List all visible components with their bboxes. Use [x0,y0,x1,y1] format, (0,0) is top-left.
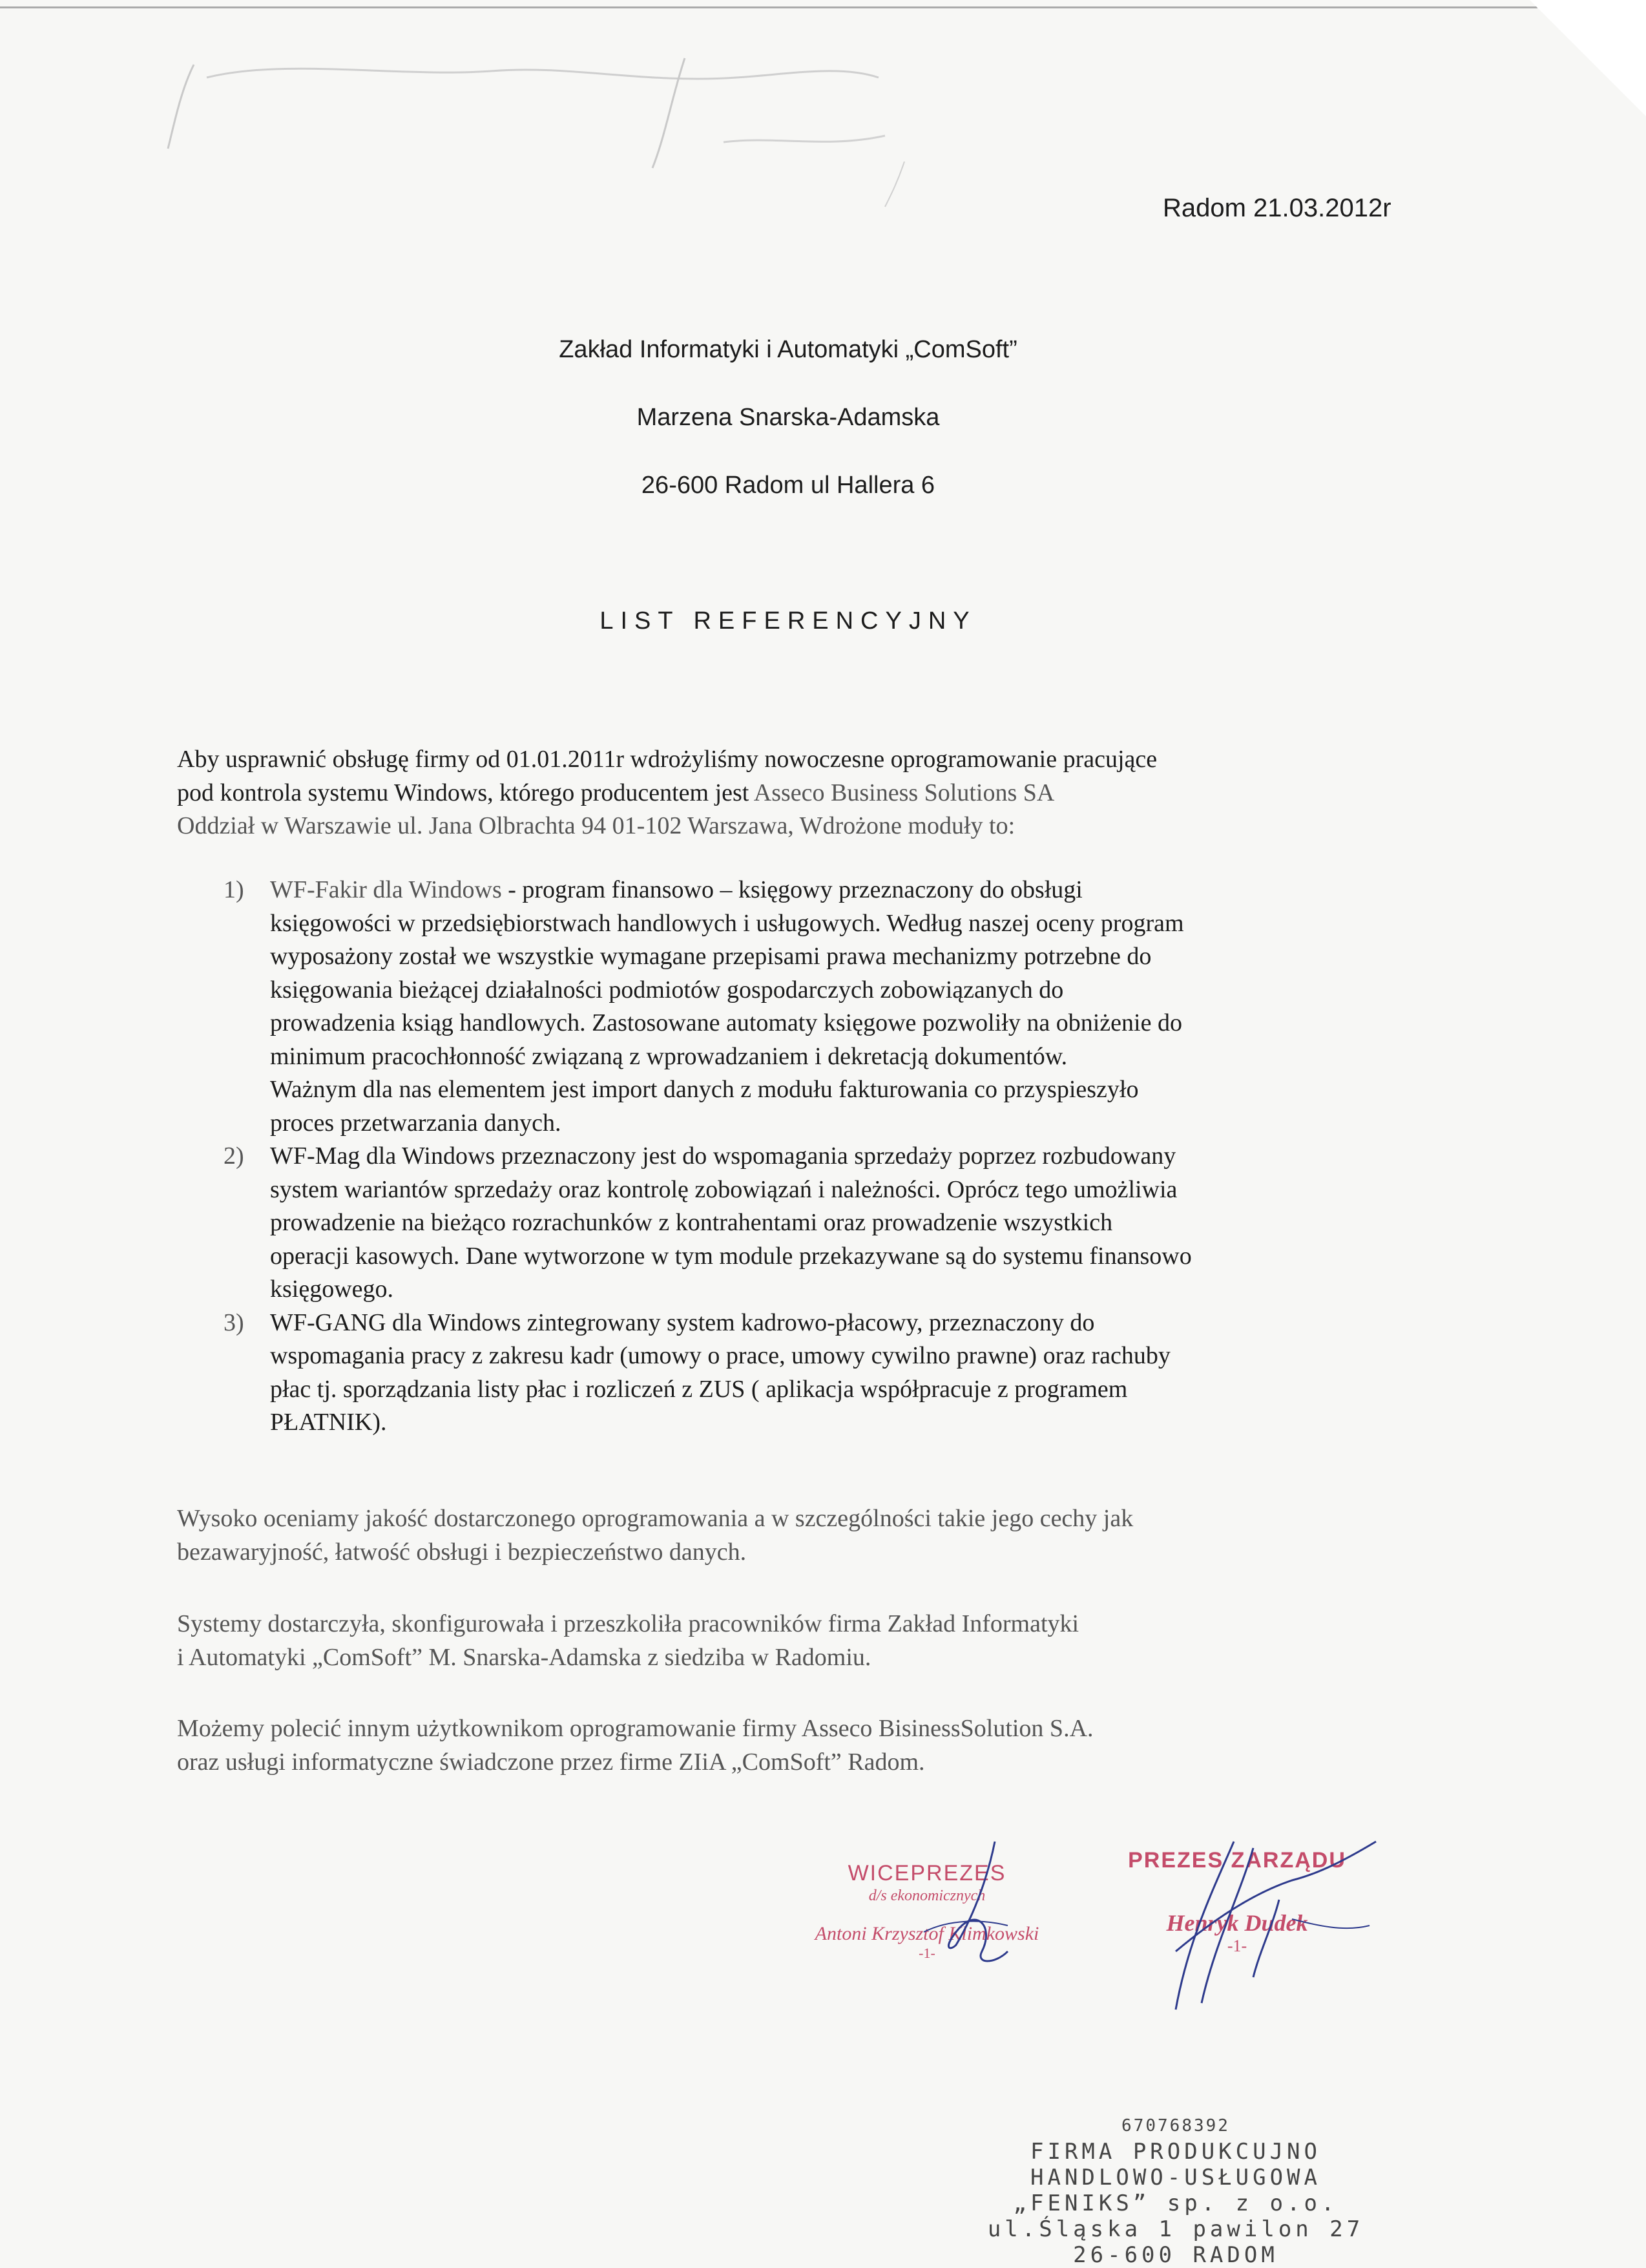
intro-line-3b: Wdrożone moduły to: [799,812,1016,839]
intro-line-2a: pod kontrola systemu Windows, którego producentem jest [177,779,749,806]
stamp-name: Henryk Dudek [1166,1910,1308,1936]
module-name: WF-GANG [270,1308,386,1336]
recommendation-line-1: Możemy polecić innym użytkownikom oprogramowanie firmy Asseco BisinessSolution S.A. [177,1715,1094,1742]
stamp-nip: 670768392 [1121,2116,1230,2136]
list-item [224,874,1438,1140]
stamp-line-1: FIRMA PRODUKCUJNO [1030,2139,1321,2165]
scan-edge-line [0,6,1537,8]
module-line: księgowości w przedsiębiorstwach handlowych i usługowych. Według naszej oceny program [270,909,1184,937]
module-line: prowadzenie na bieżąco rozrachunków z kontrahentami oraz prowadzenie wszystkich [270,1209,1113,1236]
recommendation-paragraph [177,1712,1463,1779]
module-line: operacji kasowych. Dane wytworzone w tym module przekazywane są do systemu finansowo [270,1242,1192,1270]
quality-line-1: Wysoko oceniamy jakość dostarczonego oprogramowania a w szczególności takie jego cechy jak [177,1505,1134,1532]
stamp-line-4: ul.Śląska 1 pawilon 27 [987,2216,1364,2242]
signature-area [762,1822,1408,2029]
module-text: - program finansowo – księgowy przeznaczony do obsługi [501,876,1083,903]
module-line: prowadzenia ksiąg handlowych. Zastosowane automaty księgowe pozwoliły na obniżenie do [270,1009,1182,1036]
stamp-line-3: „FENIKS” sp. z o.o. [1013,2190,1339,2216]
list-item-number: 1) [224,876,244,903]
stamp-name: Antoni Krzysztof Klimkowski [815,1923,1039,1944]
list-item-number: 3) [224,1308,244,1336]
module-line: Ważnym dla nas elementem jest import danych z modułu fakturowania co przyspieszyło [270,1076,1139,1103]
stamp-line-5: 26-600 RADOM [1073,2242,1278,2268]
supplier-line-1: Systemy dostarczyła, skonfigurowała i przeszkoliła pracowników firma Zakład Informatyki [177,1610,1079,1637]
stamp-title: PREZES ZARZĄDU [1128,1848,1346,1873]
letter-title: LIST REFERENCYJNY [599,607,977,635]
module-line: minimum pracochłonność związaną z wprowadzaniem i dekretacją dokumentów. [270,1042,1068,1070]
intro-line-1: Aby usprawnić obsługę firmy od 01.01.2011r wdrożyliśmy nowoczesne oprogramowanie pracujące [177,746,1158,773]
module-name: WF-Fakir dla Windows [270,876,502,903]
quality-paragraph [177,1502,1463,1569]
module-name: WF-Mag dla Windows [270,1142,495,1170]
stamp-mark: -1- [1227,1937,1247,1955]
module-line: PŁATNIK). [270,1409,387,1436]
module-text: dla Windows zintegrowany system kadrowo-płacowy, przeznaczony do [386,1308,1095,1336]
recipient-line-2: Marzena Snarska-Adamska [636,404,940,431]
module-line: proces przetwarzania danych. [270,1109,561,1137]
stamp-subtitle: d/s ekonomicznych [868,1887,986,1904]
module-line: księgowego. [270,1276,394,1303]
modules-list [224,874,1438,1440]
stamp-line-2: HANDLOWO-USŁUGOWA [1030,2165,1321,2190]
list-item [224,1307,1438,1440]
module-line: wyposażony został we wszystkie wymagane przepisami prawa mechanizmy potrzebne do [270,943,1152,970]
quality-line-2: bezawaryjność, łatwość obsługi i bezpieczeństwo danych. [177,1538,747,1566]
intro-paragraph [177,743,1463,843]
supplier-paragraph [177,1608,1463,1674]
folded-corner [1530,0,1646,116]
list-item [224,1140,1438,1307]
list-item-number: 2) [224,1142,244,1170]
module-text: przeznaczony jest do wspomagania sprzedaży poprzez rozbudowany [495,1142,1176,1170]
intro-line-2b: Asseco Business Solutions SA [753,779,1055,806]
handwritten-signatures [762,1822,1408,2029]
letter-date: Radom 21.03.2012r [1163,194,1391,222]
stamp-mark: -1- [919,1945,935,1961]
intro-line-3 [177,810,1463,843]
module-line: płac tj. sporządzania listy płac i rozliczeń z ZUS ( aplikacja współpracuje z programem [270,1375,1128,1403]
supplier-line-2: i Automatyki „ComSoft” M. Snarska-Adamska z siedziba w Radomiu. [177,1643,871,1671]
module-line: system wariantów sprzedaży oraz kontrolę zobowiązań i należności. Oprócz tego umożliwia [270,1175,1178,1203]
recipient-line-3: 26-600 Radom ul Hallera 6 [641,472,935,499]
recipient-line-1: Zakład Informatyki i Automatyki „ComSoft” [559,336,1017,363]
module-line: księgowania bieżącej działalności podmiotów gospodarczych zobowiązanych do [270,976,1064,1003]
stamp-title: WICEPREZES [848,1861,1006,1885]
recommendation-line-2: oraz usługi informatyczne świadczone przez firme ZIiA „ComSoft” Radom. [177,1748,925,1776]
intro-line-3a: Oddział w Warszawie ul. Jana Olbrachta 94 01-102 Warszawa, [177,812,794,839]
module-line: wspomagania pracy z zakresu kadr (umowy o prace, umowy cywilno prawne) oraz rachuby [270,1342,1171,1369]
company-stamp [969,2113,1382,2268]
faint-handwriting [155,39,1059,220]
intro-line-2 [177,777,1463,810]
